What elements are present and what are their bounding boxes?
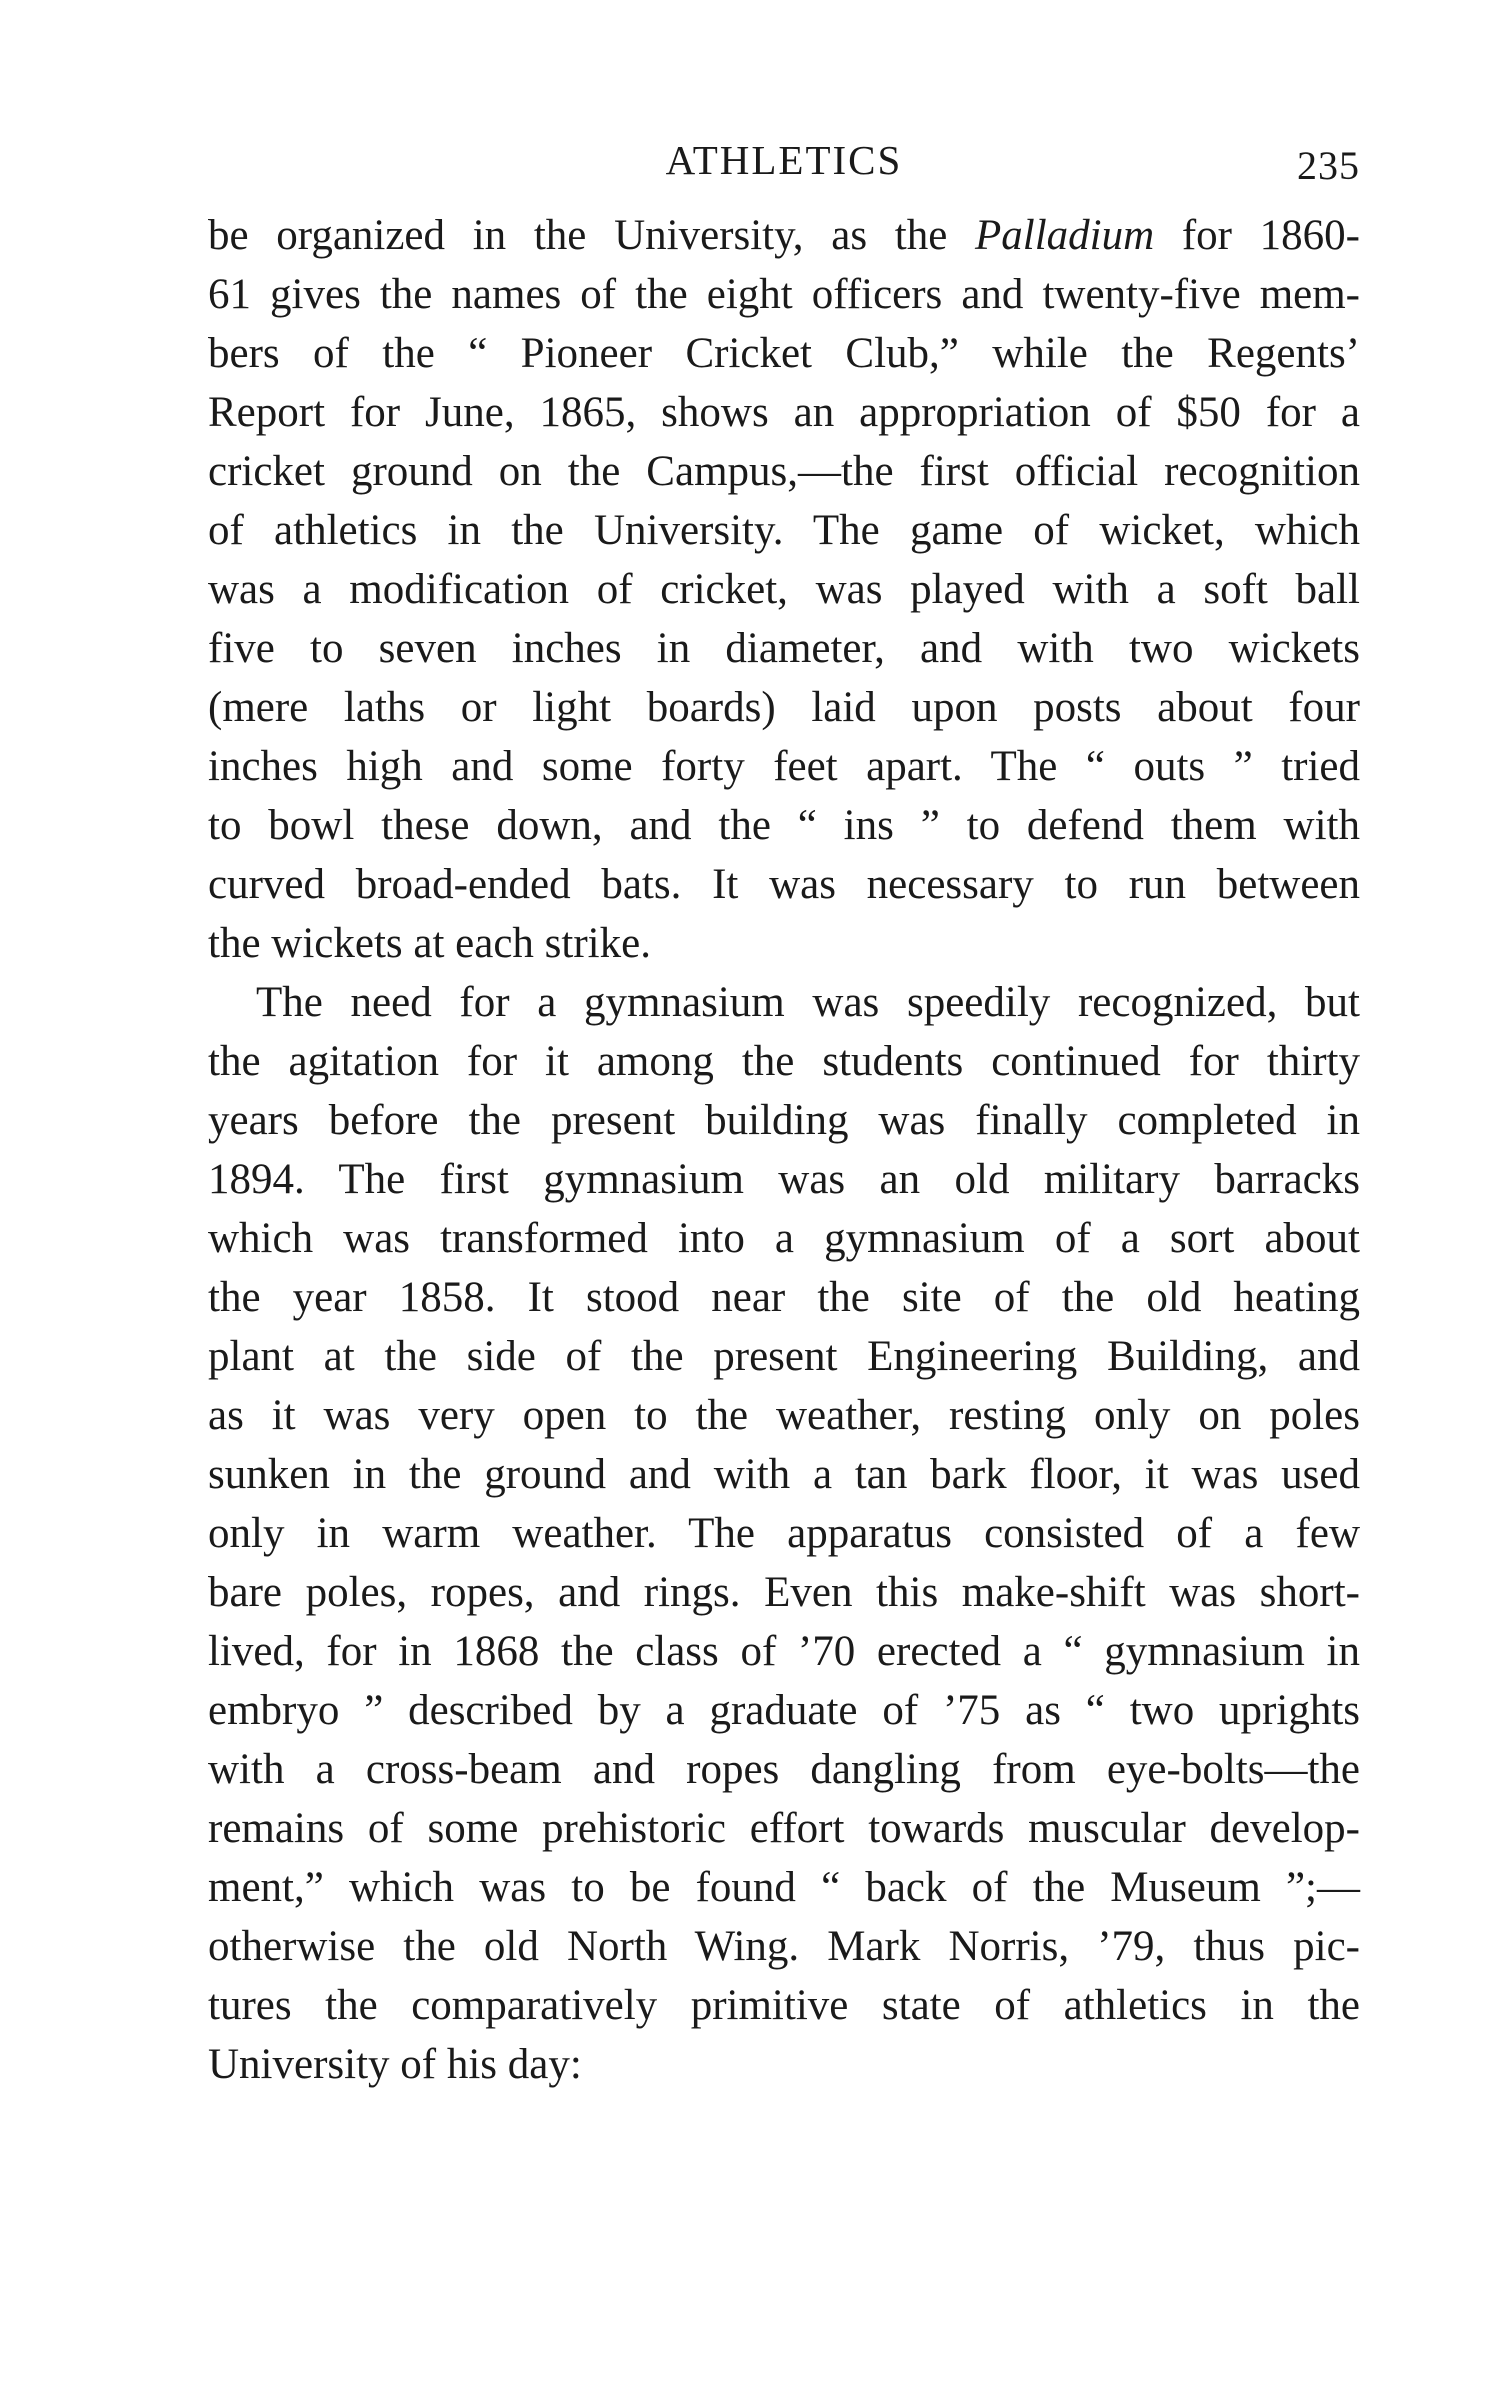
- text-line: plant at the side of the present Engineering Building, and: [208, 1333, 1360, 1380]
- text-line: curved broad-ended bats. It was necessary to run between: [208, 861, 1360, 908]
- text-line: sunken in the ground and with a tan bark floor, it was used: [208, 1451, 1360, 1498]
- text-line: University of his day:: [208, 2041, 582, 2088]
- text-line: embryo ” described by a graduate of ’75 as “ two uprights: [208, 1687, 1360, 1734]
- running-title: ATHLETICS: [665, 137, 903, 183]
- body-text: [208, 206, 1360, 2094]
- text-line: was a modification of cricket, was played with a soft ball: [208, 566, 1360, 613]
- text-line: lived, for in 1868 the class of ’70 erected a “ gymnasium in: [208, 1628, 1360, 1675]
- text-line: the agitation for it among the students continued for thirty: [208, 1038, 1360, 1085]
- text-line: remains of some prehistoric effort towards muscular develop-: [208, 1805, 1360, 1852]
- text-line: only in warm weather. The apparatus consisted of a few: [208, 1510, 1360, 1557]
- text-line: cricket ground on the Campus,—the first official recognition: [208, 448, 1360, 495]
- text-line: years before the present building was finally completed in: [208, 1097, 1360, 1144]
- text-line: as it was very open to the weather, resting only on poles: [208, 1392, 1360, 1439]
- text-line: five to seven inches in diameter, and with two wickets: [208, 625, 1360, 672]
- text-line: ment,” which was to be found “ back of the Museum ”;—: [208, 1864, 1360, 1911]
- text-line: with a cross-beam and ropes dangling from eye-bolts—the: [208, 1746, 1360, 1793]
- text-line: 1894. The first gymnasium was an old military barracks: [208, 1156, 1360, 1203]
- periodical-title: Palladium: [974, 212, 1155, 259]
- page-number: 235: [1297, 143, 1360, 188]
- running-head: [208, 132, 1360, 188]
- text-line: bers of the “ Pioneer Cricket Club,” while the Regents’: [208, 330, 1360, 377]
- text-line: the year 1858. It stood near the site of the old heating: [208, 1274, 1360, 1321]
- paragraph-1: [208, 206, 1360, 973]
- text-line: be organized in the University, as the Palladium for 1860-: [208, 212, 1360, 259]
- text-line: (mere laths or light boards) laid upon posts about four: [208, 684, 1360, 731]
- text-line: to bowl these down, and the “ ins ” to defend them with: [208, 802, 1360, 849]
- text-line: tures the comparatively primitive state of athletics in the: [208, 1982, 1360, 2029]
- text-line: Report for June, 1865, shows an appropriation of $50 for a: [208, 389, 1360, 436]
- text-line: bare poles, ropes, and rings. Even this make-shift was short-: [208, 1569, 1360, 1616]
- text-line: the wickets at each strike.: [208, 920, 651, 967]
- text-line: of athletics in the University. The game of wicket, which: [208, 507, 1360, 554]
- text-line: which was transformed into a gymnasium of a sort about: [208, 1215, 1360, 1262]
- text-line: inches high and some forty feet apart. The “ outs ” tried: [208, 743, 1360, 790]
- text-line: The need for a gymnasium was speedily recognized, but: [256, 979, 1360, 1026]
- text-line: otherwise the old North Wing. Mark Norris, ’79, thus pic-: [208, 1923, 1360, 1970]
- paragraph-2: [208, 973, 1360, 2094]
- text-line: 61 gives the names of the eight officers and twenty-five mem-: [208, 271, 1360, 318]
